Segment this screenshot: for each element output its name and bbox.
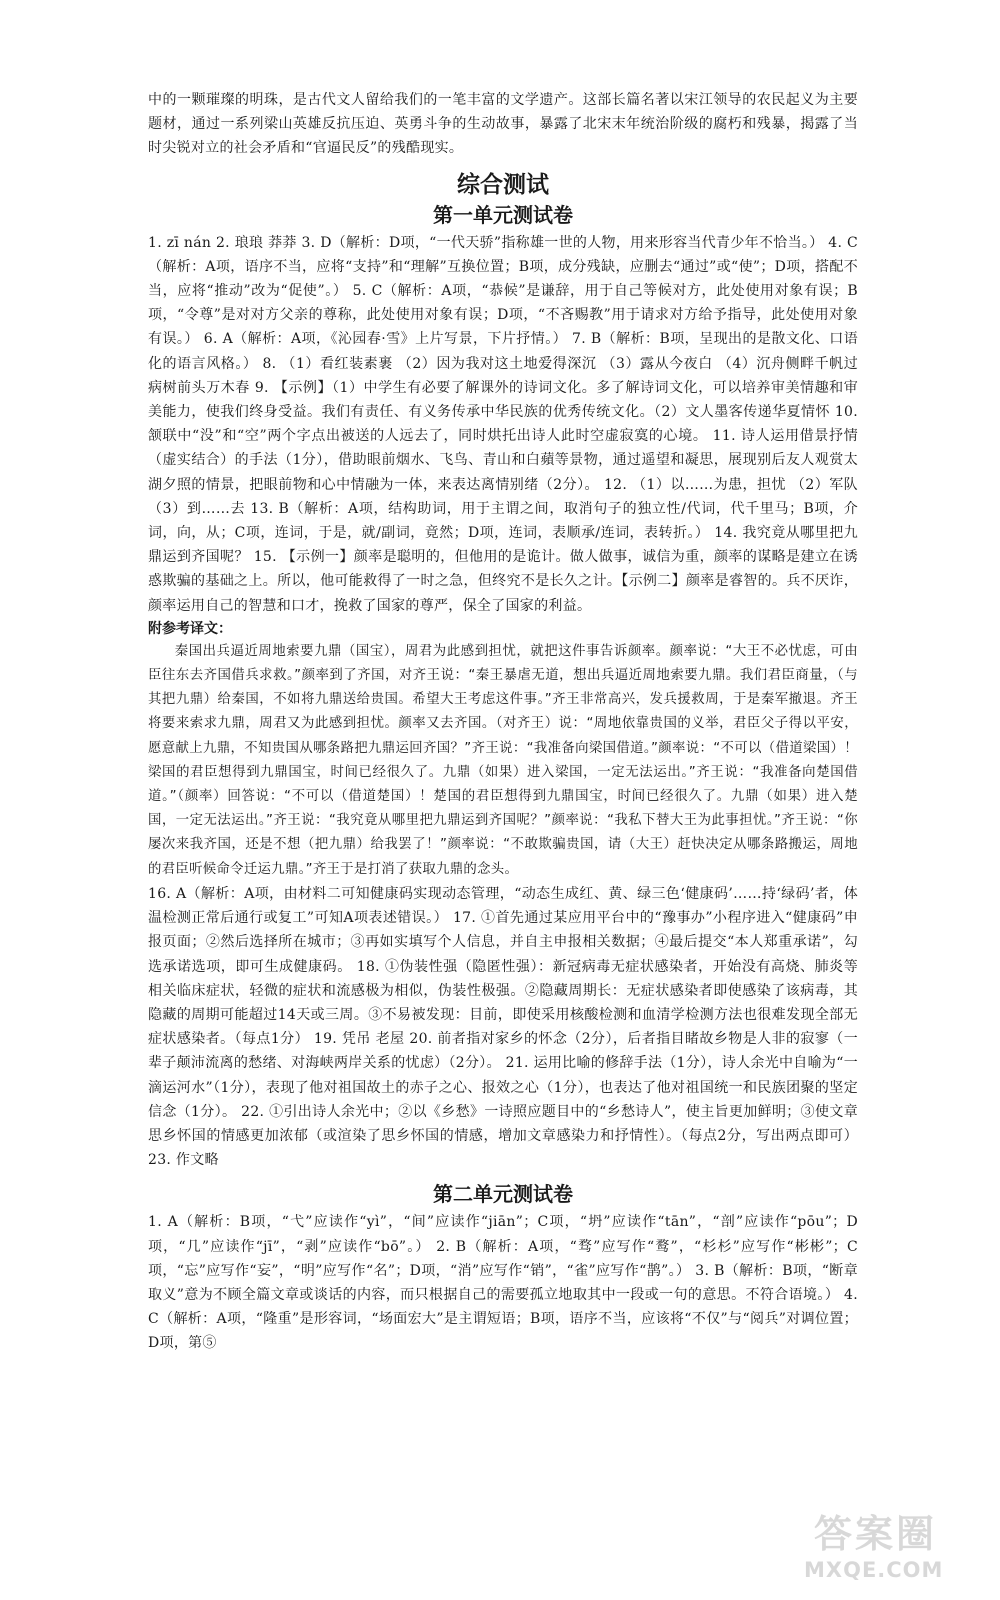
watermark-logo bbox=[804, 1512, 982, 1586]
intro-paragraph: 中的一颗璀璨的明珠，是古代文人留给我们的一笔丰富的文学遗产。这部长篇名著以宋江领导的农民起义为主要题材，通过一系列梁山英雄反抗压迫、英勇斗争的生动故事，暴露了北宋末年统治阶级的腐朽和残暴，揭露了当时尖锐对立的社会矛盾和“官逼民反”的残酷现实。 bbox=[148, 92, 858, 157]
reference-translation: 秦国出兵逼近周地索要九鼎（国宝），周君为此感到担忧，就把这件事告诉颜率。颜率说：“大王不必忧虑，可由臣往东去齐国借兵求救。”颜率到了齐国，对齐王说：“秦王暴虐无道，想出兵逼近周地索要九鼎。我们君臣商量，（与其把九鼎）给秦国，不如将九鼎送给贵国。希望大王考虑这件事。”齐王非常高兴，发兵援救周，于是秦军撤退。齐王将要来索求九鼎，周君又为此感到担忧。颜率又去齐国。（对齐王）说：“周地依靠贵国的义举，君臣父子得以平安，愿意献上九鼎，不知贵国从哪条路把九鼎运回齐国？”齐王说：“我准备向梁国借道。”颜率说：“不可以（借道梁国）！梁国的君臣想得到九鼎国宝，时间已经很久了。九鼎（如果）进入梁国，一定无法运出。”齐王说：“我准备向楚国借道。”（颜率）回答说：“不可以（借道楚国）！楚国的君臣想得到九鼎国宝，时间已经很久了。九鼎（如果）进入楚国，一定无法运出。”齐王说：“我究竟从哪里把九鼎运到齐国呢？”颜率说：“我私下替大王为此事担忧。”齐王说：“你屡次来我齐国，还是不想（把九鼎）给我罢了！”颜率说：“不敢欺骗贵国，请（大王）赶快决定从哪条路搬运，周地的君臣听候命令迁运九鼎。”齐王于是打消了获取九鼎的念头。 bbox=[148, 643, 858, 877]
reference-translation-label: 附参考译文： bbox=[148, 620, 232, 637]
page-content bbox=[148, 88, 858, 1356]
unit1-answers-part1: 1. zī nán 2. 琅琅 莽莽 3. D（解析：D项，“一代天骄”指称雄一世的人物，用来形容当代青少年不恰当。） 4. C（解析：A项，语序不当，应将“支持”和“理解”互换位置；B项，成分残缺，应删去“通过”或“使”；D项，搭配不当，应将“推动”改为“促使”。） 5. C（解析：A项，“恭候”是谦辞，用于自己等候对方，此处使用对象有误；B项，“令尊”是对对方父亲的尊称，此处使用对象有误；D项，“不吝赐教”用于请求对方给予指导，此处使用对象有误。） 6. A（解析：A项，《沁园春·雪》上片写景，下片抒情。） 7. B（解析：B项，呈现出的是散文化、口语化的语言风格。） 8. （1）看红装素裹 （2）因为我对这土地爱得深沉 （3）露从今夜白 （4）沉舟侧畔千帆过 病树前头万木春 9. 【示例】（1）中学生有必要了解课外的诗词文化。多了解诗词文化，可以培养审美情趣和审美能力，使我们终身受益。我们有责任、有义务传承中华民族的优秀传统文化。（2）文人墨客传递华夏情怀 10. 颔联中“没”和“空”两个字点出被送的人远去了，同时烘托出诗人此时空虚寂寞的心境。 11. 诗人运用借景抒情（虚实结合）的手法（1分），借助眼前烟水、飞鸟、青山和白蘋等景物，通过遥望和凝思，展现别后友人观赏太湖夕照的情景，把眼前物和心中情融为一体，来表达离情别绪（2分）。 12. （1）以……为患，担忧 （2）军队 （3）到……去 13. B（解析：A项，结构助词，用于主谓之间，取消句子的独立性/代词，代千里马；B项，介词，向，从；C项，连词，于是，就/副词，竟然；D项，连词，表顺承/连词，表转折。） 14. 我究竟从哪里把九鼎运到齐国呢？ 15. 【示例一】颜率是聪明的，但他用的是诡计。做人做事，诚信为重，颜率的谋略是建立在诱惑欺骗的基础之上。所以，他可能救得了一时之急，但终究不是长久之计。【示例二】颜率是睿智的。兵不厌诈，颜率运用自己的智慧和口才，挽救了国家的尊严，保全了国家的利益。 bbox=[148, 234, 858, 614]
watermark-url: MXQE.COM bbox=[804, 1558, 944, 1582]
unit1-heading: 第一单元测试卷 bbox=[433, 202, 573, 227]
unit1-answers-part2: 16. A（解析：A项，由材料二可知健康码实现动态管理，“动态生成红、黄、绿三色‘健康码’……持‘绿码’者，体温检测正常后通行或复工”可知A项表述错误。） 17. ①首先通过某应用平台中的“豫事办”小程序进入“健康码”申报页面；②然后选择所在城市；③再如实填写个人信息，并自主申报相关数据；④最后提交“本人郑重承诺”，勾选承诺选项，即可生成健康码。 18. ①伪装性强（隐匿性强）：新冠病毒无症状感染者，开始没有高烧、肺炎等相关临床症状，轻微的症状和流感极为相似，伪装性极强。②隐藏周期长：无症状感染者即使感染了该病毒，其隐藏的周期可能超过14天或三周。③不易被发现：目前，即使采用核酸检测和血清学检测方法也很难发现全部无症状感染者。（每点1分） 19. 凭吊 老屋 20. 前者指对家乡的怀念（2分），后者指目睹故乡物是人非的寂寥（一辈子颠沛流离的愁绪、对海峡两岸关系的忧虑）（2分）。 21. 运用比喻的修辞手法（1分），诗人余光中自喻为“一滴运河水”（1分），表现了他对祖国故土的赤子之心、报效之心（1分），也表达了他对祖国统一和民族团聚的坚定信念（1分）。 22. ①引出诗人余光中；②以《乡愁》一诗照应题目中的“乡愁诗人”，使主旨更加鲜明；③使文章思乡怀国的情感更加浓郁（或渲染了思乡怀国的情感，增加文章感染力和抒情性）。（每点2分，写出两点即可） 23. 作文略 bbox=[148, 885, 858, 1169]
section-title: 综合测试 bbox=[457, 171, 549, 198]
watermark-title: 答案圈 bbox=[814, 1512, 938, 1556]
unit2-heading: 第二单元测试卷 bbox=[433, 1182, 573, 1207]
unit2-answers: 1. A（解析：B项，“弋”应读作“yì”，“间”应读作“jiān”；C项，“坍”应读作“tān”，“剖”应读作“pōu”；D项，“几”应读作“jī”，“剥”应读作“bō”。） 2. B（解析：A项，“骛”应写作“鹜”，“杉杉”应写作“彬彬”；C项，“忘”应写作“妄”，“明”应写作“名”；D项，“消”应写作“销”，“雀”应写作“鹊”。） 3. B（解析：B项，“断章取义”意为不顾全篇文章或谈话的内容，而只根据自己的需要孤立地取其中一段或一句的意思。不符合语境。） 4. C（解析：A项，“隆重”是形容词，“场面宏大”是主谓短语；B项，语序不当，应该将“不仅”与“阅兵”对调位置；D项，第⑤ bbox=[148, 1214, 858, 1352]
